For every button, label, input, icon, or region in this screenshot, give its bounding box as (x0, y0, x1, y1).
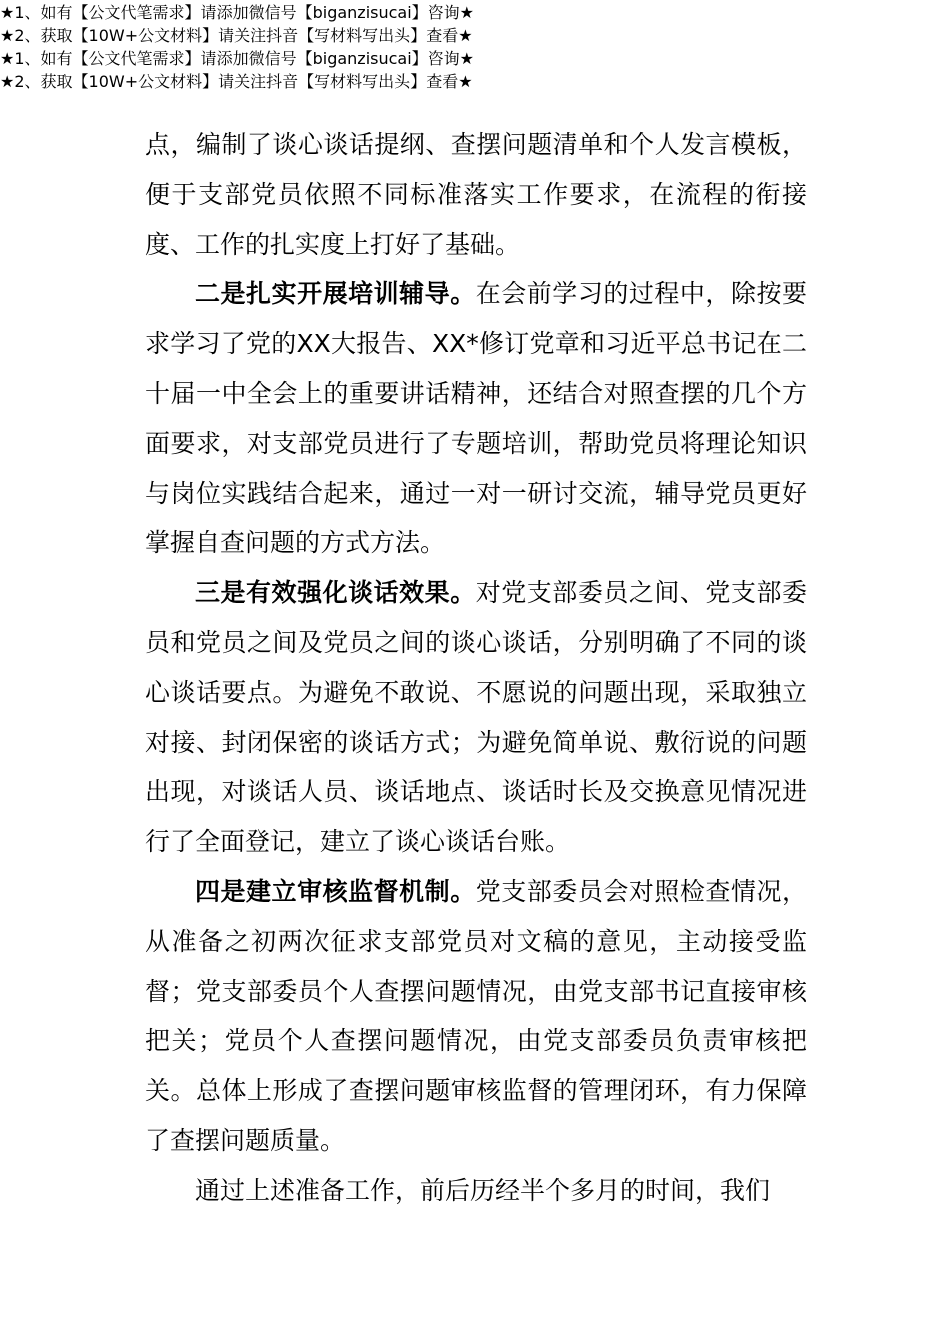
banner-line-2: ★2、获取【10W+公文材料】请关注抖音【写材料写出头】查看★ (0, 72, 473, 91)
paragraph-lead: 三是有效强化谈话效果。 (195, 578, 476, 608)
highlight-materials: 10W+公文材料 (88, 72, 203, 91)
banner-line-1: ★1、如有【公文代笔需求】请添加微信号【biganzisucai】咨询★ (0, 49, 475, 68)
header-banner (0, 0, 950, 46)
highlight-service: 公文代笔需求 (88, 49, 185, 68)
highlight-materials: 10W+公文材料 (88, 26, 203, 45)
banner-line-2: ★2、获取【10W+公文材料】请关注抖音【写材料写出头】查看★ (0, 26, 473, 45)
paragraph: 通过上述准备工作，前后历经半个多月的时间，我们 (195, 1175, 771, 1205)
highlight-douyin-account: 写材料写出头 (314, 72, 411, 91)
paragraph: 三是有效强化谈话效果。对党支部委员之间、党支部委员和党员之间及党员之间的谈心谈话，分别明确了不同的谈心谈话要点。为避免不敢说、不愿说的问题出现，采取独立对接、封闭保密的谈话方式；为避免简单说、敷衍说的问题出现，对谈话人员、谈话地点、谈话时长及交换意见情况进行了全面登记，建立了谈心谈话台账。 (145, 578, 807, 857)
paragraph: 点，编制了谈心谈话提纲、查摆问题清单和个人发言模板，便于支部党员依照不同标准落实工作要求，在流程的衔接度、工作的扎实度上打好了基础。 (145, 130, 807, 259)
paragraph: 四是建立审核监督机制。党支部委员会对照检查情况，从准备之初两次征求支部党员对文稿的意见，主动接受监督；党支部委员个人查摆问题情况，由党支部书记直接审核把关；党员个人查摆问题情况，由党支部委员负责审核把关。总体上形成了查摆问题审核监督的管理闭环，有力保障了查摆问题质量。 (145, 876, 807, 1155)
document-body (145, 120, 807, 1216)
highlight-wechat-id: biganzisucai (312, 49, 412, 68)
paragraph-lead: 四是建立审核监督机制。 (195, 876, 476, 906)
highlight-wechat-id: biganzisucai (312, 3, 412, 22)
banner-line-1: ★1、如有【公文代笔需求】请添加微信号【biganzisucai】咨询★ (0, 3, 475, 22)
footer-banner (0, 46, 950, 92)
paragraph: 二是扎实开展培训辅导。在会前学习的过程中，除按要求学习了党的XX大报告、XX*修订党章和习近平总书记在二十届一中全会上的重要讲话精神，还结合对照查摆的几个方面要求，对支部党员进行了专题培训，帮助党员将理论知识与岗位实践结合起来，通过一对一研讨交流，辅导党员更好掌握自查问题的方式方法。 (145, 279, 807, 558)
highlight-service: 公文代笔需求 (88, 3, 185, 22)
paragraph-lead: 二是扎实开展培训辅导。 (195, 279, 476, 309)
highlight-douyin-account: 写材料写出头 (314, 26, 411, 45)
